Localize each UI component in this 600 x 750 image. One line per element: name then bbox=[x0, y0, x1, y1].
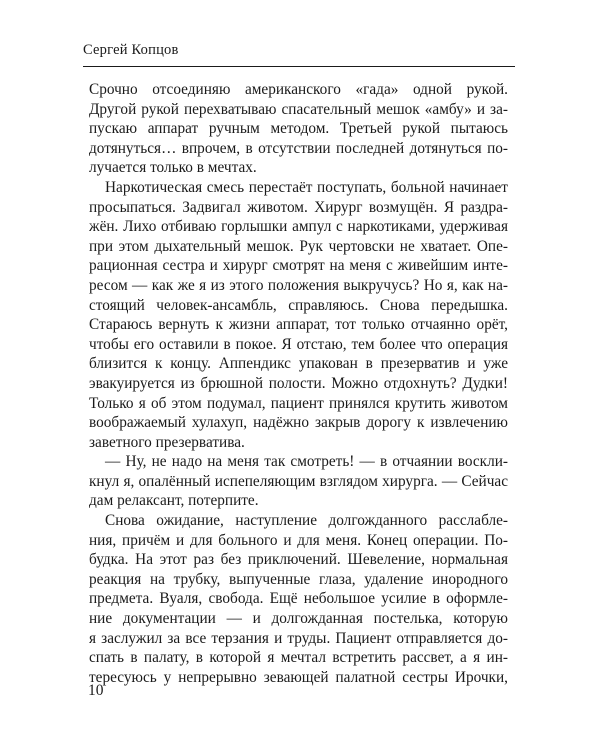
text-line: дам релаксант, потерпите. bbox=[89, 492, 259, 510]
text-line: чтобы его оставили в покое. Я отстаю, тем более что операция bbox=[89, 335, 508, 353]
text-line: пускаю аппарат ручным методом. Третьей рукой пытаюсь bbox=[89, 120, 508, 138]
text-line: кнул я, опалённый испепеляющим взглядом хирурга. — Сейчас bbox=[89, 472, 508, 490]
text-line: ния, причём и для больного и для меня. Конец операции. По- bbox=[89, 531, 508, 549]
running-head-author: Сергей Копцов bbox=[83, 42, 179, 58]
text-line: близится к концу. Аппендикс упакован в презерватив и уже bbox=[89, 355, 508, 373]
text-line: Наркотическая смесь перестаёт поступать, больной начинает bbox=[105, 178, 508, 196]
text-line: стоящий человек-ансамбль, справляюсь. Снова передышка. bbox=[89, 296, 508, 314]
paragraph bbox=[89, 178, 508, 452]
text-line: просыпаться. Задвигал животом. Хирург возмущён. Я раздра- bbox=[89, 198, 508, 216]
text-line: тересуюсь у непрерывно зевающей палатной сестры Ирочки, bbox=[89, 668, 508, 686]
text-line: рационная сестра и хирург смотрят на меня с живейшим инте- bbox=[89, 257, 508, 275]
paragraph bbox=[89, 452, 508, 511]
text-line: Только я об этом подумал, пациент принялся крутить животом bbox=[89, 394, 508, 412]
text-line: Другой рукой перехватываю спасательный мешок «амбу» и за- bbox=[89, 100, 508, 118]
text-line: Срочно отсоединяю американского «гада» одной рукой. bbox=[89, 81, 508, 98]
paragraph bbox=[89, 511, 508, 687]
text-line: воображаемый хулахуп, надёжно закрыв дорогу к извлечению bbox=[89, 414, 508, 432]
page-number: 10 bbox=[88, 682, 104, 699]
text-line: будка. На этот раз без приключений. Шевеление, нормальная bbox=[89, 551, 508, 569]
text-line: ние документации — и долгожданная постелька, которую bbox=[89, 610, 508, 628]
text-line: заветного презерватива. bbox=[89, 433, 245, 451]
text-line: я заслужил за все терзания и труды. Пациент отправляется до- bbox=[89, 629, 508, 647]
text-line: жён. Лихо отбиваю горлышки ампул с наркотиками, удерживая bbox=[89, 218, 508, 236]
text-line: лучается только в мечтах. bbox=[89, 159, 257, 177]
text-line: при этом дыхательный мешок. Рук чертовски не хватает. Опе- bbox=[89, 237, 508, 255]
body-text bbox=[89, 80, 508, 687]
text-line: Стараюсь вернуть к жизни аппарат, тот только отчаянно орёт, bbox=[89, 316, 508, 334]
text-line: реакция на трубку, выпученные глаза, удаление инородного bbox=[89, 570, 508, 588]
text-line: эвакуируется из брюшной полости. Можно отдохнуть? Дудки! bbox=[89, 374, 508, 392]
text-line: — Ну, не надо на меня так смотреть! — в отчаянии воскли- bbox=[105, 453, 508, 471]
text-line: спать в палату, в которой я мечтал встретить рассвет, а я ин- bbox=[89, 649, 508, 667]
text-line: ресом — как же я из этого положения выкручусь? Но я, как на- bbox=[89, 276, 508, 294]
text-line: предмета. Вуаля, свобода. Ещё небольшое усилие в оформле- bbox=[89, 590, 508, 608]
header-rule bbox=[83, 66, 515, 67]
text-line: Снова ожидание, наступление долгожданного расслабле- bbox=[105, 512, 508, 530]
text-line: дотянуться… впрочем, в отсутствии последней дотянуться по- bbox=[89, 139, 508, 157]
paragraph bbox=[89, 80, 508, 178]
